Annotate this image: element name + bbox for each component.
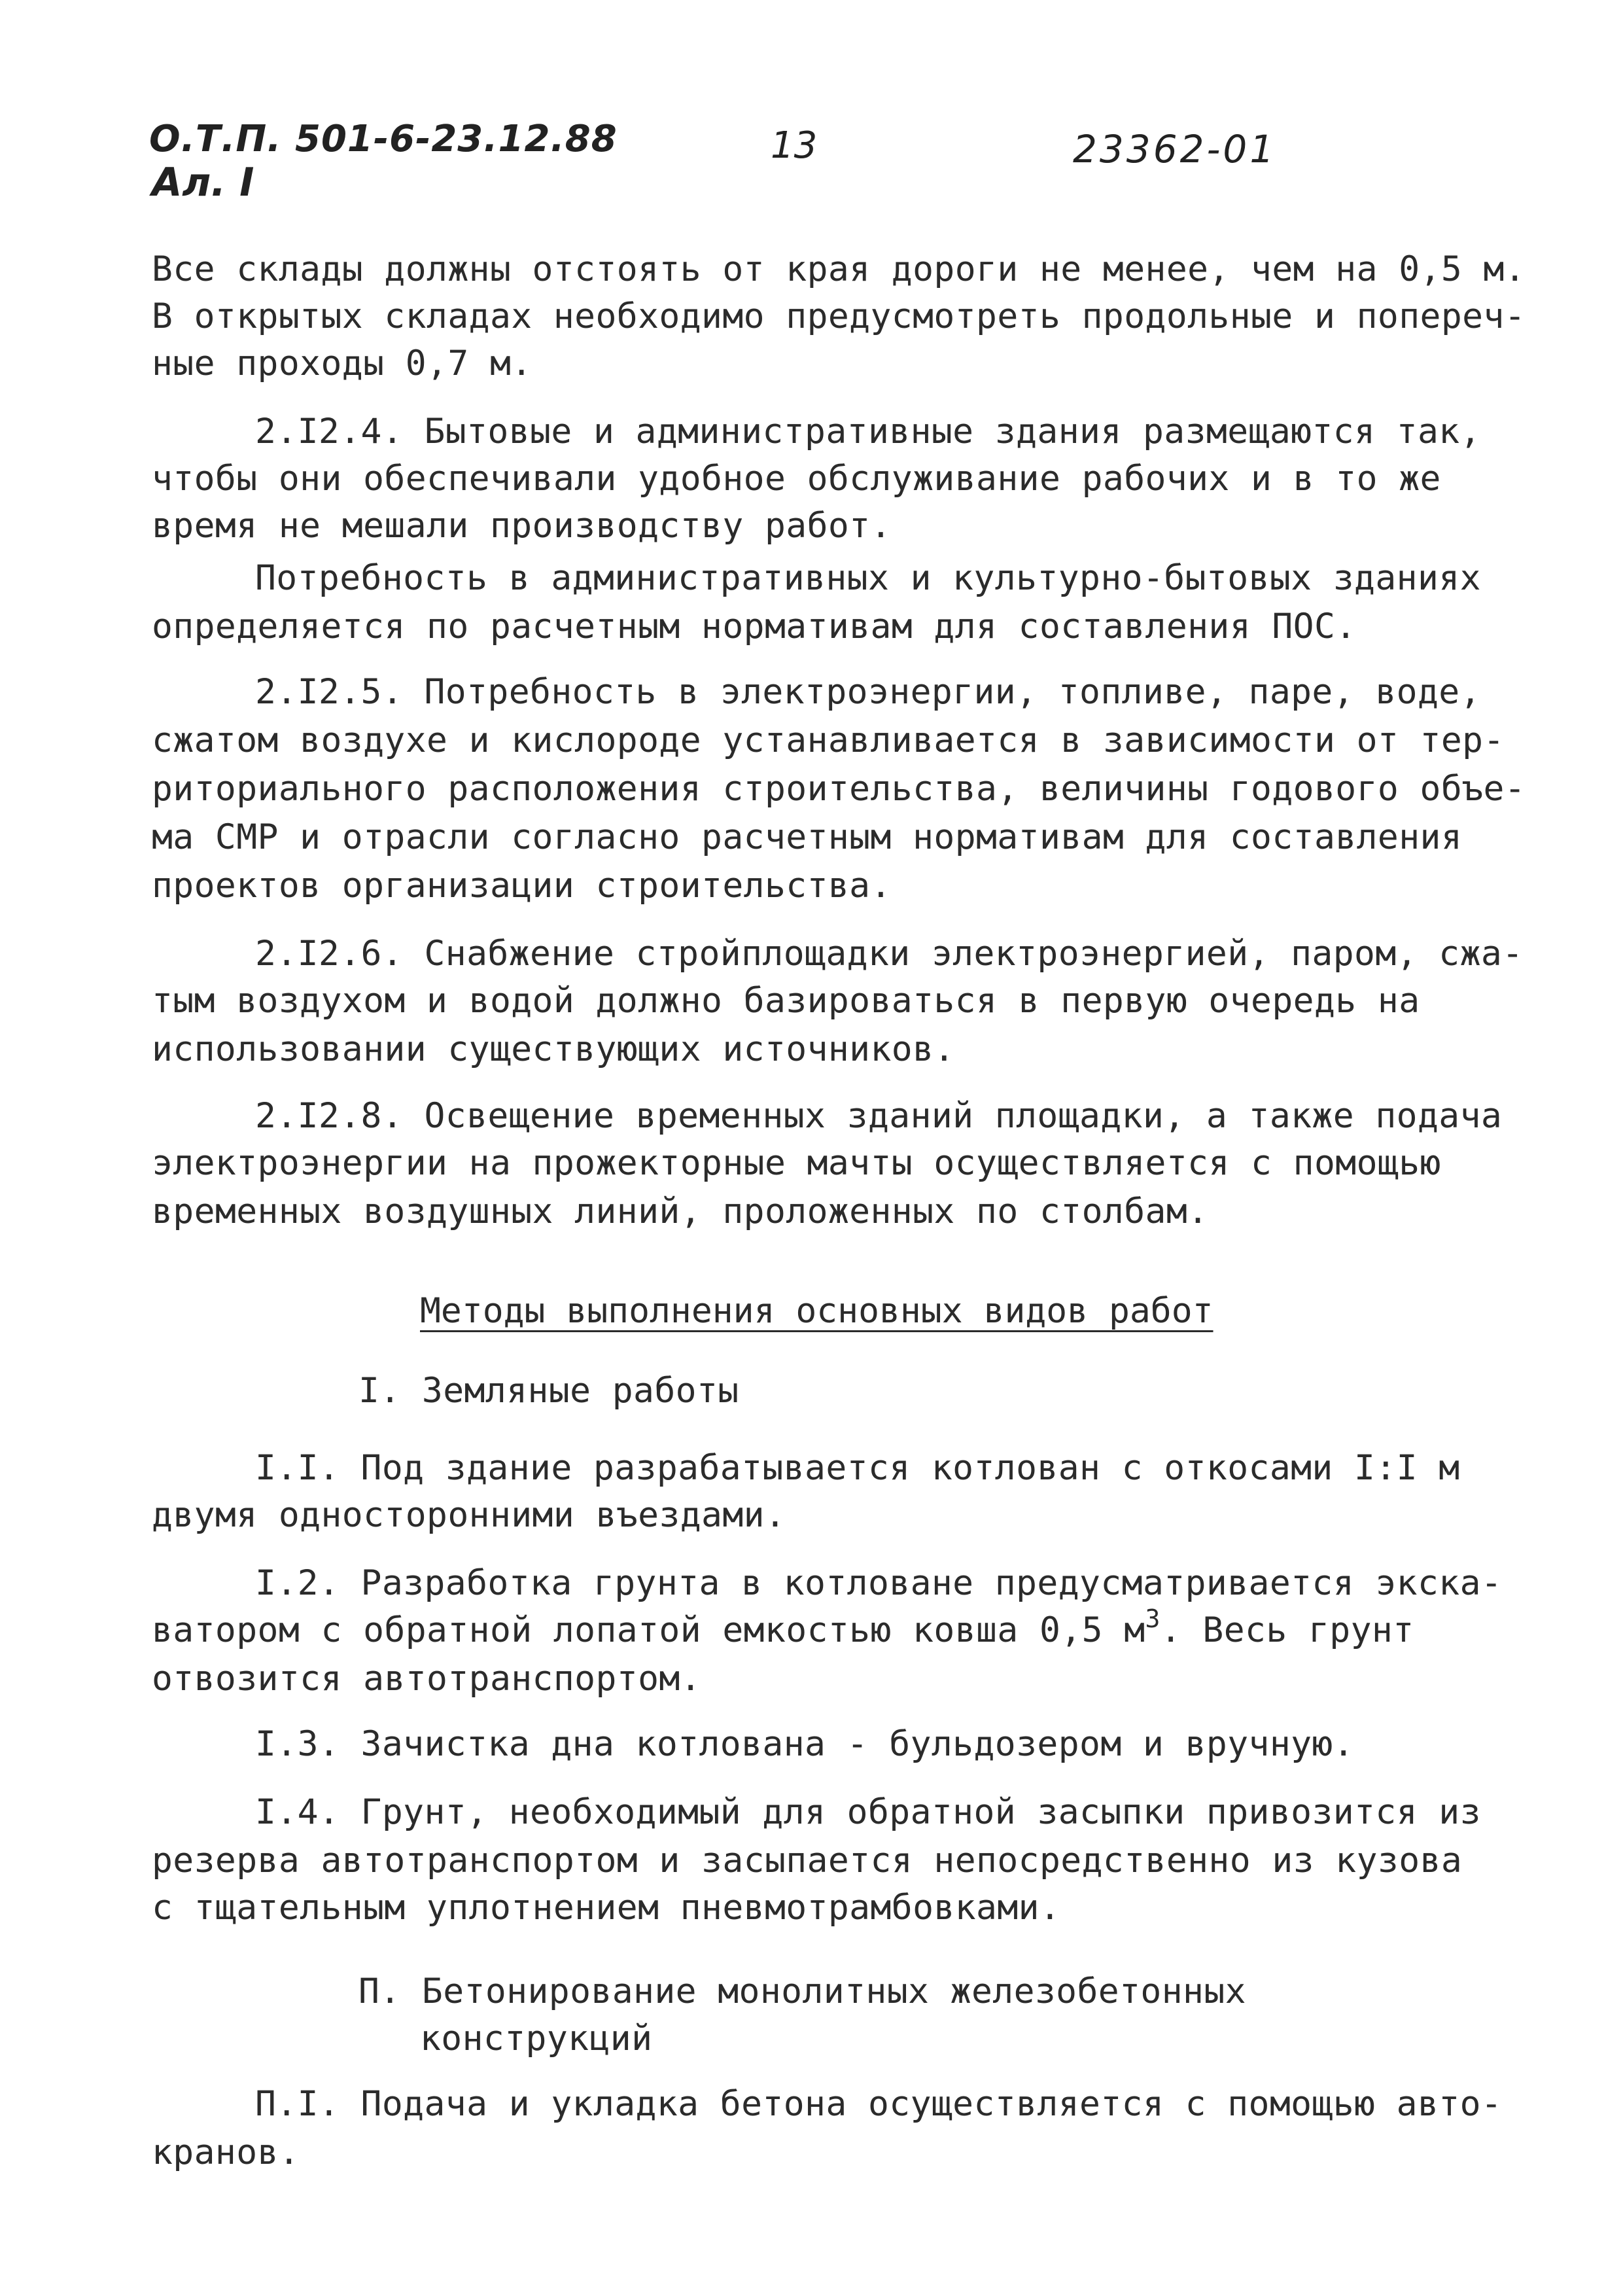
text-line: 2.I2.8. Освещение временных зданий площадки, а также подача [255, 1096, 1503, 1136]
subsection-title: I. Земляные работы [358, 1371, 739, 1411]
text-line: риториального расположения строительства, величины годового объе- [152, 769, 1526, 809]
text-line: использовании существующих источников. [152, 1029, 955, 1069]
text-line: I.I. Под здание разрабатывается котлован с откосами I:I м [255, 1448, 1460, 1488]
text-line: электроэнергии на прожекторные мачты осуществляется с помощью [152, 1143, 1441, 1183]
inventory-number: 23362-01 [1073, 127, 1277, 171]
text-line: двумя односторонними въездами. [152, 1495, 786, 1535]
superscript: 3 [1145, 1604, 1161, 1633]
text-line: определяется по расчетным нормативам для составления ПОС. [152, 607, 1357, 646]
text-line: I.4. Грунт, необходимый для обратной засыпки привозится из [255, 1792, 1481, 1832]
text-line: 2.I2.4. Бытовые и административные здания размещаются так, [255, 412, 1481, 451]
text-line: ные проходы 0,7 м. [152, 344, 532, 383]
text-line: ма СМР и отрасли согласно расчетным нормативам для составления [152, 817, 1463, 857]
text-line: 2.I2.5. Потребность в электроэнергии, топливе, паре, воде, [255, 672, 1481, 712]
text-line: I.3. Зачистка дна котлована - бульдозером и вручную. [255, 1724, 1355, 1764]
text-line: отвозится автотранспортом. [152, 1659, 702, 1699]
text-line: чтобы они обеспечивали удобное обслуживание рабочих и в то же [152, 459, 1441, 499]
text-line: I.2. Разработка грунта в котловане предусматривается экска- [255, 1563, 1503, 1603]
text-line: временных воздушных линий, проложенных по столбам. [152, 1192, 1209, 1231]
text-line: 2.I2.6. Снабжение стройплощадки электроэнергией, паром, сжа- [255, 934, 1524, 974]
text-segment: . Весь грунт [1160, 1610, 1414, 1650]
text-segment: ватором с обратной лопатой емкостью ковша 0,5 м [152, 1610, 1145, 1650]
text-line: резерва автотранспортом и засыпается непосредственно из кузова [152, 1841, 1463, 1881]
text-line: Потребность в административных и культурно-бытовых зданиях [255, 558, 1481, 598]
text-line: сжатом воздухе и кислороде устанавливается в зависимости от тер- [152, 720, 1505, 760]
text-line: П.I. Подача и укладка бетона осуществляется с помощью авто- [255, 2084, 1503, 2124]
text-line: В открытых складах необходимо предусмотреть продольные и попереч- [152, 296, 1526, 336]
document-code: О.Т.П. 501-6-23.12.88 [149, 118, 618, 160]
text-line: время не мешали производству работ. [152, 506, 892, 546]
section-heading: Методы выполнения основных видов работ [420, 1291, 1213, 1331]
sheet-label: Ал. I [152, 160, 254, 205]
subsection-title: конструкций [420, 2019, 653, 2058]
subsection-title: П. Бетонирование монолитных железобетонных [358, 1971, 1246, 2011]
page-number: 13 [771, 124, 818, 167]
text-line: тым воздухом и водой должно базироваться в первую очередь на [152, 981, 1420, 1021]
text-line: проектов организации строительства. [152, 866, 892, 906]
text-line: Все склады должны отстоять от края дороги не менее, чем на 0,5 м. [152, 249, 1526, 289]
text-line: с тщательным уплотнением пневмотрамбовками. [152, 1888, 1061, 1928]
text-line: кранов. [152, 2132, 300, 2172]
text-line [152, 1604, 1414, 1650]
